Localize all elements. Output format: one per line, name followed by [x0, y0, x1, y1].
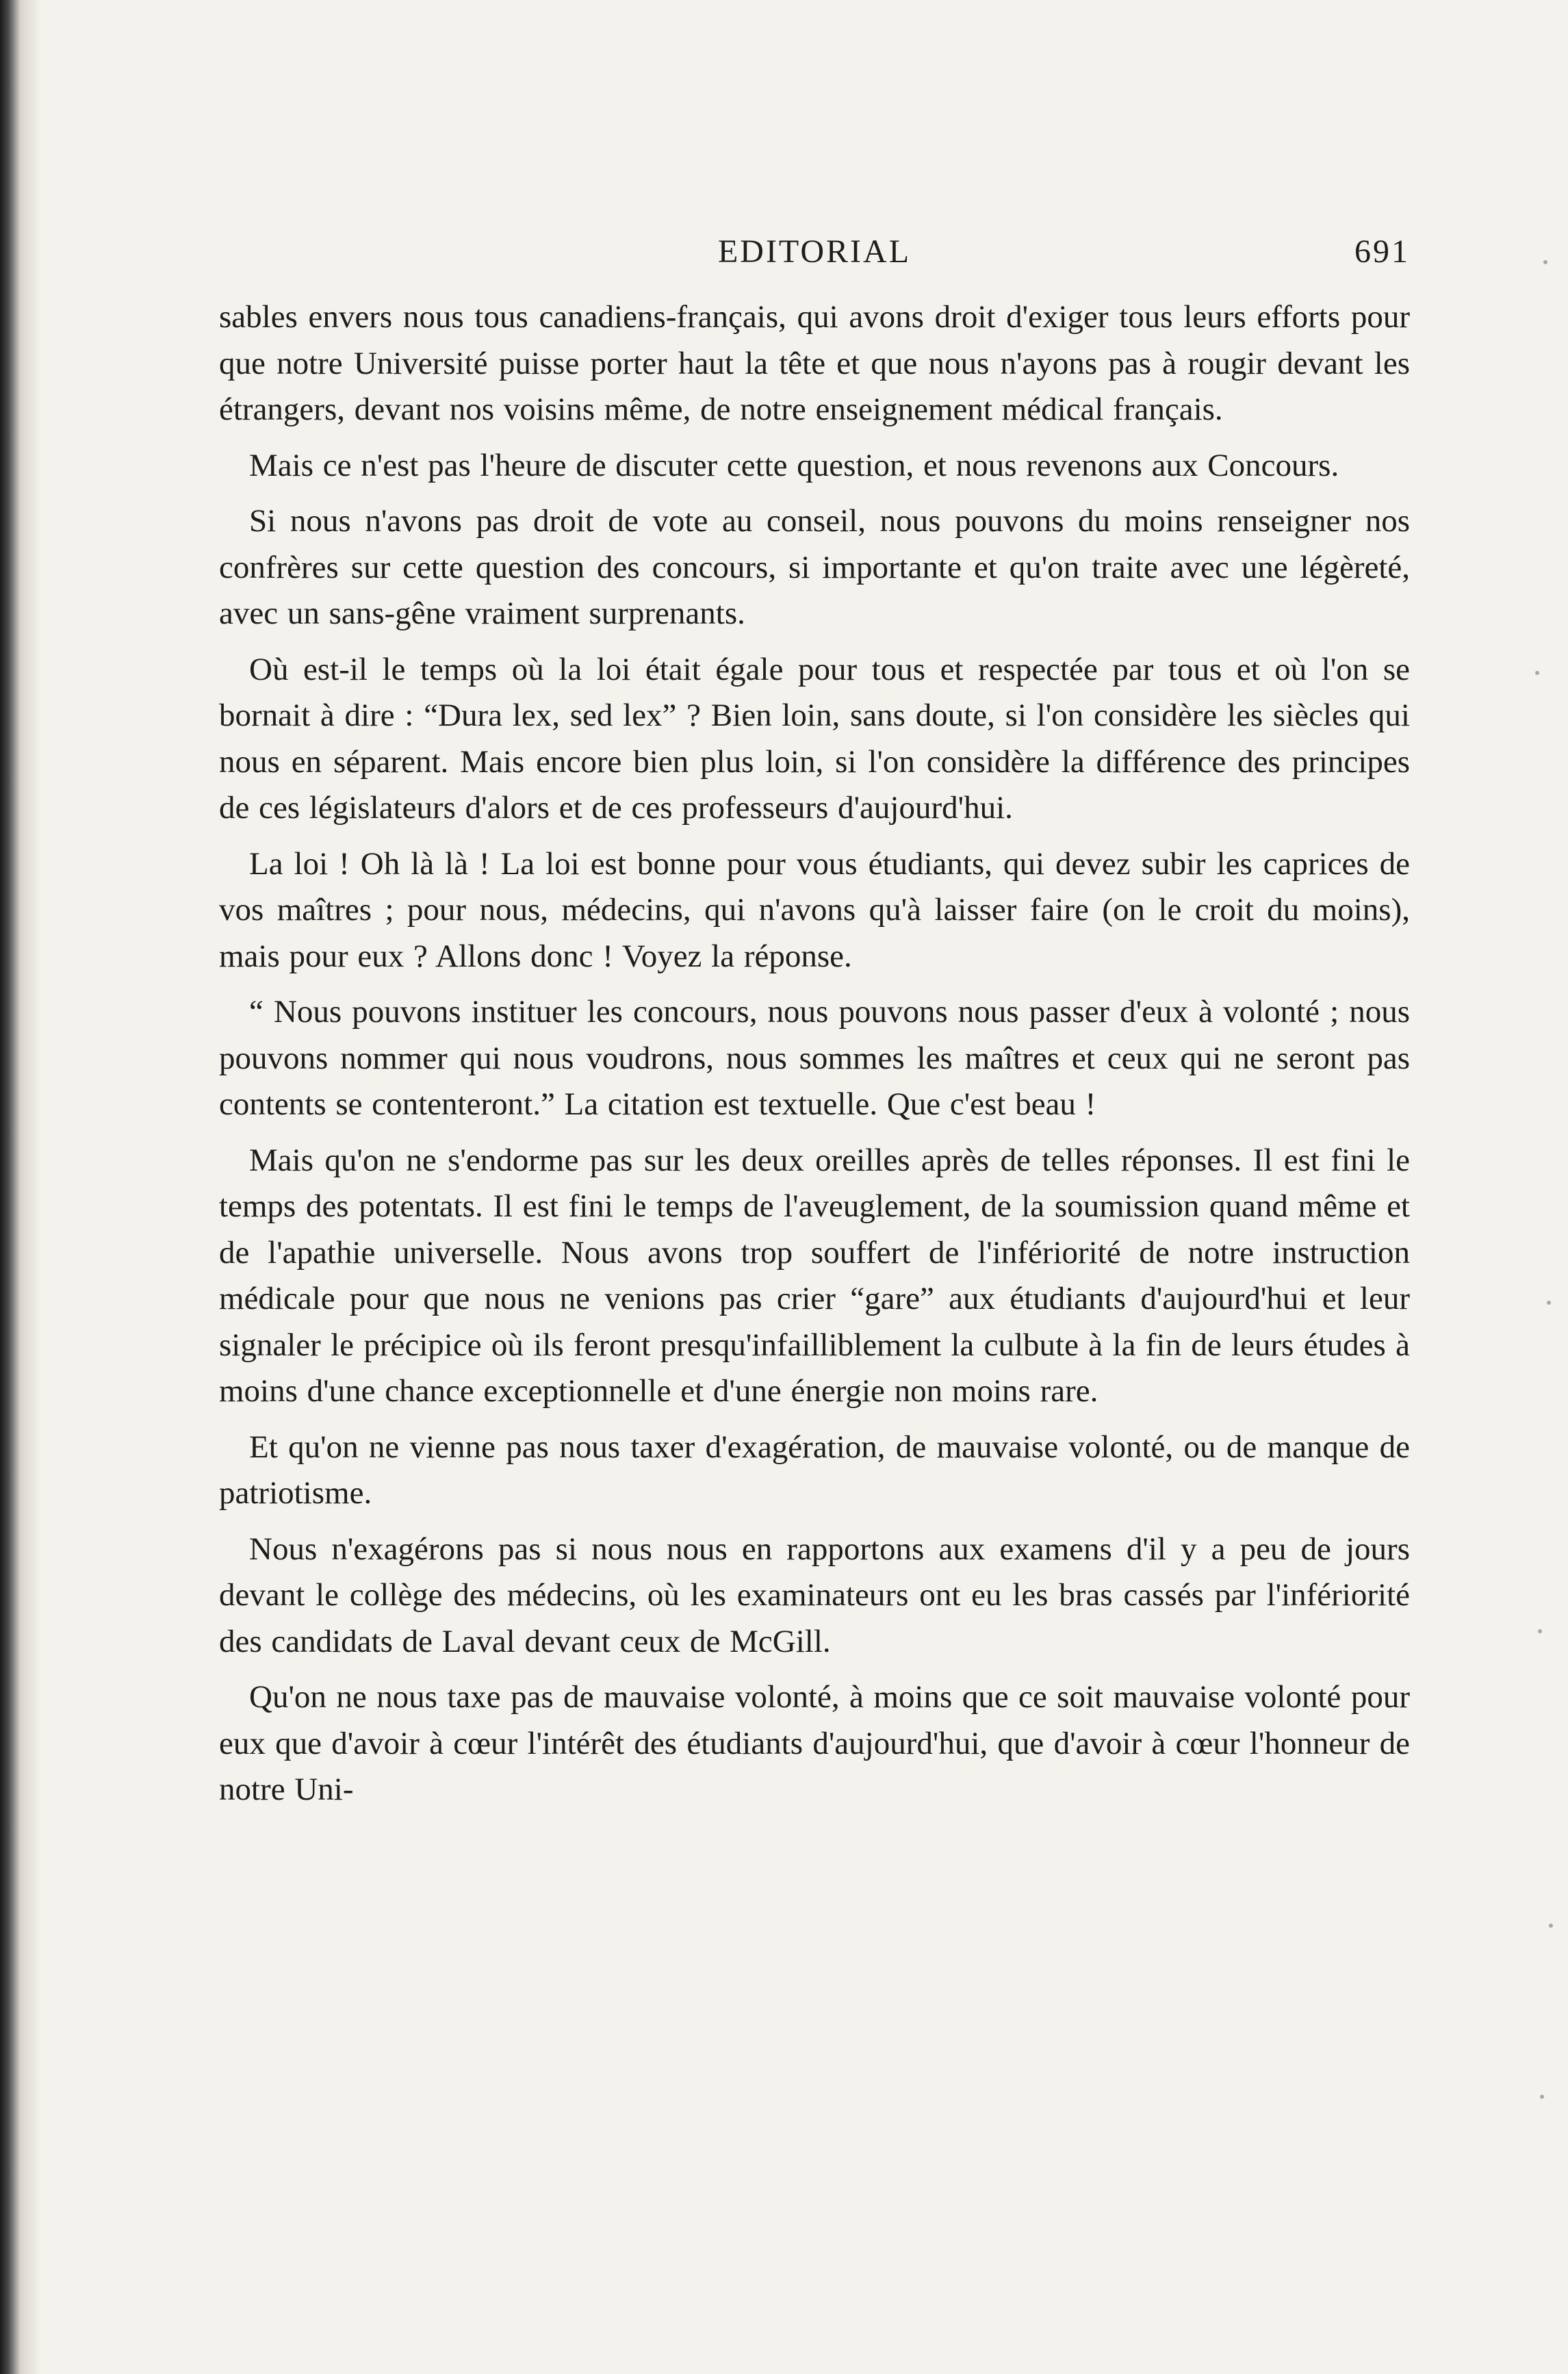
paragraph: Si nous n'avons pas droit de vote au conseil, nous pouvons du moins renseigner nos confrères sur cette question des concours, si importante et qu'on traite avec une légèreté, avec un sans-gêne vraiment surprenants.	[219, 503, 1410, 631]
scan-speck	[1540, 2095, 1544, 2099]
paragraph: Nous n'exagérons pas si nous nous en rapportons aux examens d'il y a peu de jours devant le collège des médecins, où les examinateurs ont eu les bras cassés par l'infériorité des candidats de Laval devant ceux de McGill.	[219, 1531, 1410, 1659]
paragraph: Mais ce n'est pas l'heure de discuter cette question, et nous revenons aux Concours.	[249, 447, 1339, 483]
running-head	[219, 233, 1410, 294]
margin-scan-marks	[1486, 0, 1568, 2374]
scan-speck	[1538, 1629, 1542, 1633]
page-number: 691	[1354, 233, 1410, 270]
paragraph: “ Nous pouvons instituer les concours, nous pouvons nous passer d'eux à volonté ; nous pouvons nommer qui nous voudrons, nous sommes les maîtres et ceux qui ne seront pas contents se contenteront.” La citation est textuelle. Que c'est beau !	[219, 994, 1410, 1122]
document-page	[219, 233, 1410, 1823]
paragraph: sables envers nous tous canadiens-français, qui avons droit d'exiger tous leurs efforts pour que notre Université puisse porter haut la tête et que nous n'ayons pas à rougir devant les étrangers, devant nos voisins même, de notre enseignement médical français.	[219, 299, 1410, 427]
scan-speck	[1549, 1924, 1553, 1928]
running-title: EDITORIAL	[717, 233, 912, 270]
body-text	[219, 294, 1410, 1813]
paragraph: La loi ! Oh là là ! La loi est bonne pour vous étudiants, qui devez subir les caprices de vos maîtres ; pour nous, médecins, qui n'avons qu'à laisser faire (on le croit du moins), mais pour eux ? Allons donc ! Voyez la réponse.	[219, 845, 1410, 974]
paragraph: Où est-il le temps où la loi était égale pour tous et respectée par tous et où l'on se bornait à dire : “Dura lex, sed lex” ? Bien loin, sans doute, si l'on considère les siècles qui nous en séparent. Mais encore bien plus loin, si l'on considère la différence des principes de ces législateurs d'alors et de ces professeurs d'aujourd'hui.	[219, 651, 1410, 826]
paragraph: Et qu'on ne vienne pas nous taxer d'exagération, de mauvaise volonté, ou de manque de patriotisme.	[219, 1429, 1410, 1511]
scan-speck	[1543, 260, 1547, 264]
scan-speck	[1547, 1301, 1551, 1305]
page-binding-edge	[0, 0, 41, 2374]
paragraph: Qu'on ne nous taxe pas de mauvaise volonté, à moins que ce soit mauvaise volonté pour eux que d'avoir à cœur l'intérêt des étudiants d'aujourd'hui, que d'avoir à cœur l'honneur de notre Uni-	[219, 1679, 1410, 1807]
scan-speck	[1535, 671, 1539, 675]
paragraph: Mais qu'on ne s'endorme pas sur les deux oreilles après de telles réponses. Il est fini le temps des potentats. Il est fini le temps de l'aveuglement, de la soumission quand même et de l'apathie universelle. Nous avons trop souffert de l'infériorité de notre instruction médicale pour que nous ne venions pas crier “gare” aux étudiants d'aujourd'hui et leur signaler le précipice où ils feront presqu'infailliblement la culbute à la fin de leurs études à moins d'une chance exceptionnelle et d'une énergie non moins rare.	[219, 1142, 1410, 1409]
